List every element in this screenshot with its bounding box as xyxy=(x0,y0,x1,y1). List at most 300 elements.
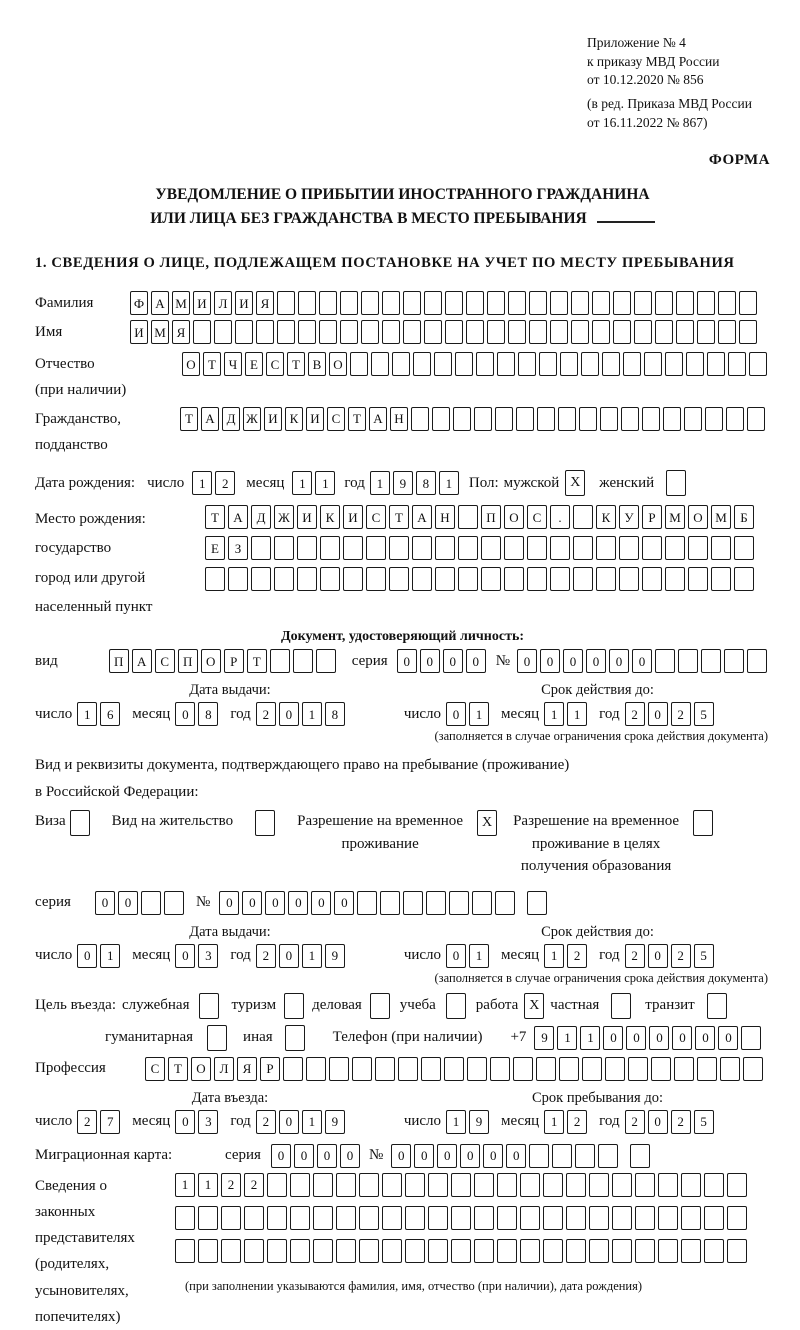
form-cell[interactable] xyxy=(658,1239,678,1263)
form-cell[interactable]: 5 xyxy=(694,1110,714,1134)
form-cell[interactable] xyxy=(527,536,547,560)
form-cell[interactable] xyxy=(704,1173,724,1197)
form-cell[interactable]: 0 xyxy=(672,1026,692,1050)
form-cell[interactable]: 2 xyxy=(215,471,235,495)
form-cell[interactable] xyxy=(306,1057,326,1081)
form-cell[interactable]: М xyxy=(711,505,731,529)
form-cell[interactable] xyxy=(198,1206,218,1230)
form-cell[interactable] xyxy=(644,352,662,376)
form-cell[interactable] xyxy=(658,1206,678,1230)
form-cell[interactable] xyxy=(655,320,673,344)
form-cell[interactable]: 0 xyxy=(279,1110,299,1134)
form-cell[interactable] xyxy=(382,1239,402,1263)
form-cell[interactable]: 0 xyxy=(626,1026,646,1050)
form-cell[interactable] xyxy=(681,1206,701,1230)
form-cell[interactable] xyxy=(474,1173,494,1197)
purpose-transit-checkbox[interactable] xyxy=(707,993,727,1019)
form-cell[interactable] xyxy=(697,291,715,315)
form-cell[interactable]: Е xyxy=(205,536,225,560)
form-cell[interactable]: 0 xyxy=(271,1144,291,1168)
form-cell[interactable]: 3 xyxy=(198,944,218,968)
form-cell[interactable] xyxy=(350,352,368,376)
form-cell[interactable] xyxy=(495,407,513,431)
form-cell[interactable]: Я xyxy=(237,1057,257,1081)
form-cell[interactable] xyxy=(290,1239,310,1263)
form-cell[interactable]: Е xyxy=(245,352,263,376)
form-cell[interactable]: 0 xyxy=(446,702,466,726)
form-cell[interactable]: 0 xyxy=(77,944,97,968)
form-cell[interactable]: А xyxy=(201,407,219,431)
form-cell[interactable] xyxy=(720,1057,740,1081)
form-cell[interactable]: 1 xyxy=(469,944,489,968)
form-cell[interactable] xyxy=(319,291,337,315)
form-cell[interactable] xyxy=(504,536,524,560)
form-cell[interactable] xyxy=(313,1173,333,1197)
form-cell[interactable] xyxy=(445,291,463,315)
form-cell[interactable] xyxy=(371,352,389,376)
temp-residence-edu-checkbox[interactable] xyxy=(693,810,713,836)
form-cell[interactable] xyxy=(741,1026,761,1050)
form-cell[interactable]: М xyxy=(665,505,685,529)
form-cell[interactable]: 0 xyxy=(397,649,417,673)
form-cell[interactable] xyxy=(359,1206,379,1230)
form-cell[interactable] xyxy=(389,567,409,591)
form-cell[interactable]: П xyxy=(109,649,129,673)
form-cell[interactable] xyxy=(428,1206,448,1230)
form-cell[interactable] xyxy=(598,1144,618,1168)
form-cell[interactable] xyxy=(543,1206,563,1230)
form-cell[interactable] xyxy=(686,352,704,376)
form-cell[interactable] xyxy=(435,536,455,560)
form-cell[interactable] xyxy=(424,320,442,344)
form-cell[interactable]: П xyxy=(481,505,501,529)
form-cell[interactable]: О xyxy=(688,505,708,529)
form-cell[interactable] xyxy=(642,407,660,431)
form-cell[interactable] xyxy=(539,352,557,376)
form-cell[interactable]: 0 xyxy=(288,891,308,915)
male-checkbox[interactable]: X xyxy=(565,470,585,496)
form-cell[interactable] xyxy=(298,320,316,344)
female-checkbox[interactable] xyxy=(666,470,686,496)
form-cell[interactable] xyxy=(487,291,505,315)
form-cell[interactable] xyxy=(444,1057,464,1081)
form-cell[interactable] xyxy=(319,320,337,344)
form-cell[interactable]: Т xyxy=(180,407,198,431)
form-cell[interactable] xyxy=(529,291,547,315)
form-cell[interactable]: 9 xyxy=(393,471,413,495)
form-cell[interactable]: 2 xyxy=(256,702,276,726)
form-cell[interactable] xyxy=(267,1239,287,1263)
form-cell[interactable]: К xyxy=(285,407,303,431)
form-cell[interactable]: 0 xyxy=(317,1144,337,1168)
form-cell[interactable]: З xyxy=(228,536,248,560)
form-cell[interactable] xyxy=(596,567,616,591)
form-cell[interactable] xyxy=(297,536,317,560)
form-cell[interactable]: 0 xyxy=(118,891,138,915)
form-cell[interactable]: 0 xyxy=(175,944,195,968)
form-cell[interactable] xyxy=(474,1239,494,1263)
form-cell[interactable] xyxy=(747,407,765,431)
form-cell[interactable]: 0 xyxy=(648,944,668,968)
form-cell[interactable]: 9 xyxy=(325,1110,345,1134)
form-cell[interactable] xyxy=(658,1173,678,1197)
form-cell[interactable] xyxy=(747,649,767,673)
form-cell[interactable] xyxy=(727,1239,747,1263)
purpose-business-checkbox[interactable] xyxy=(370,993,390,1019)
form-cell[interactable] xyxy=(382,291,400,315)
form-cell[interactable] xyxy=(619,567,639,591)
form-cell[interactable] xyxy=(495,891,515,915)
form-cell[interactable] xyxy=(453,407,471,431)
form-cell[interactable] xyxy=(508,291,526,315)
form-cell[interactable] xyxy=(589,1206,609,1230)
form-cell[interactable] xyxy=(458,505,478,529)
form-cell[interactable] xyxy=(575,1144,595,1168)
form-cell[interactable]: С xyxy=(155,649,175,673)
form-cell[interactable] xyxy=(198,1239,218,1263)
form-cell[interactable]: Т xyxy=(205,505,225,529)
form-cell[interactable]: С xyxy=(266,352,284,376)
form-cell[interactable] xyxy=(684,407,702,431)
form-cell[interactable] xyxy=(727,1206,747,1230)
form-cell[interactable]: 1 xyxy=(302,1110,322,1134)
form-cell[interactable] xyxy=(411,407,429,431)
form-cell[interactable] xyxy=(497,352,515,376)
form-cell[interactable] xyxy=(550,291,568,315)
form-cell[interactable] xyxy=(711,536,731,560)
form-cell[interactable]: 2 xyxy=(671,1110,691,1134)
form-cell[interactable]: А xyxy=(412,505,432,529)
form-cell[interactable] xyxy=(274,567,294,591)
form-cell[interactable] xyxy=(520,1173,540,1197)
form-cell[interactable] xyxy=(490,1057,510,1081)
form-cell[interactable]: 2 xyxy=(256,944,276,968)
form-cell[interactable] xyxy=(688,536,708,560)
form-cell[interactable]: 0 xyxy=(265,891,285,915)
form-cell[interactable]: 0 xyxy=(443,649,463,673)
form-cell[interactable] xyxy=(497,1239,517,1263)
form-cell[interactable]: 5 xyxy=(694,702,714,726)
form-cell[interactable] xyxy=(434,352,452,376)
form-cell[interactable]: 2 xyxy=(671,944,691,968)
form-cell[interactable] xyxy=(432,407,450,431)
form-cell[interactable] xyxy=(634,291,652,315)
form-cell[interactable]: 1 xyxy=(370,471,390,495)
form-cell[interactable] xyxy=(581,352,599,376)
form-cell[interactable] xyxy=(474,407,492,431)
form-cell[interactable]: Б xyxy=(734,505,754,529)
form-cell[interactable] xyxy=(688,567,708,591)
form-cell[interactable]: Л xyxy=(214,1057,234,1081)
form-cell[interactable]: 9 xyxy=(325,944,345,968)
form-cell[interactable] xyxy=(392,352,410,376)
form-cell[interactable] xyxy=(283,1057,303,1081)
form-cell[interactable] xyxy=(642,567,662,591)
form-cell[interactable] xyxy=(635,1173,655,1197)
form-cell[interactable] xyxy=(455,352,473,376)
form-cell[interactable] xyxy=(320,536,340,560)
form-cell[interactable] xyxy=(267,1173,287,1197)
purpose-official-checkbox[interactable] xyxy=(199,993,219,1019)
form-cell[interactable]: П xyxy=(178,649,198,673)
form-cell[interactable]: 0 xyxy=(648,1110,668,1134)
form-cell[interactable] xyxy=(466,291,484,315)
form-cell[interactable] xyxy=(743,1057,763,1081)
form-cell[interactable]: 9 xyxy=(534,1026,554,1050)
form-cell[interactable]: А xyxy=(369,407,387,431)
form-cell[interactable]: 1 xyxy=(315,471,335,495)
form-cell[interactable] xyxy=(504,567,524,591)
form-cell[interactable]: 0 xyxy=(340,1144,360,1168)
form-cell[interactable]: 0 xyxy=(563,649,583,673)
form-cell[interactable]: 0 xyxy=(466,649,486,673)
form-cell[interactable] xyxy=(336,1173,356,1197)
form-cell[interactable] xyxy=(428,1173,448,1197)
form-cell[interactable] xyxy=(336,1239,356,1263)
form-cell[interactable] xyxy=(497,1173,517,1197)
form-cell[interactable]: Т xyxy=(287,352,305,376)
form-cell[interactable] xyxy=(221,1239,241,1263)
form-cell[interactable] xyxy=(274,536,294,560)
form-cell[interactable]: 0 xyxy=(414,1144,434,1168)
form-cell[interactable] xyxy=(579,407,597,431)
form-cell[interactable] xyxy=(398,1057,418,1081)
form-cell[interactable] xyxy=(674,1057,694,1081)
form-cell[interactable] xyxy=(380,891,400,915)
form-cell[interactable] xyxy=(678,649,698,673)
form-cell[interactable] xyxy=(389,536,409,560)
form-cell[interactable] xyxy=(361,320,379,344)
form-cell[interactable] xyxy=(728,352,746,376)
form-cell[interactable]: 1 xyxy=(544,1110,564,1134)
form-cell[interactable]: Ж xyxy=(274,505,294,529)
form-cell[interactable]: 1 xyxy=(292,471,312,495)
form-cell[interactable] xyxy=(520,1206,540,1230)
form-cell[interactable] xyxy=(520,1239,540,1263)
form-cell[interactable] xyxy=(267,1206,287,1230)
form-cell[interactable] xyxy=(297,567,317,591)
form-cell[interactable]: Р xyxy=(224,649,244,673)
form-cell[interactable] xyxy=(214,320,232,344)
form-cell[interactable]: М xyxy=(172,291,190,315)
form-cell[interactable] xyxy=(293,649,313,673)
purpose-work-checkbox[interactable]: X xyxy=(524,993,544,1019)
form-cell[interactable] xyxy=(451,1239,471,1263)
form-cell[interactable]: 0 xyxy=(506,1144,526,1168)
form-cell[interactable]: 1 xyxy=(192,471,212,495)
form-cell[interactable]: Т xyxy=(348,407,366,431)
form-cell[interactable] xyxy=(582,1057,602,1081)
form-cell[interactable] xyxy=(141,891,161,915)
form-cell[interactable]: 0 xyxy=(242,891,262,915)
form-cell[interactable]: 2 xyxy=(256,1110,276,1134)
form-cell[interactable]: 1 xyxy=(302,702,322,726)
form-cell[interactable] xyxy=(630,1144,650,1168)
form-cell[interactable] xyxy=(550,536,570,560)
form-cell[interactable] xyxy=(451,1206,471,1230)
form-cell[interactable] xyxy=(290,1173,310,1197)
form-cell[interactable]: 1 xyxy=(557,1026,577,1050)
form-cell[interactable]: С xyxy=(366,505,386,529)
form-cell[interactable] xyxy=(613,291,631,315)
form-cell[interactable] xyxy=(705,407,723,431)
form-cell[interactable] xyxy=(621,407,639,431)
form-cell[interactable]: 0 xyxy=(632,649,652,673)
form-cell[interactable] xyxy=(405,1239,425,1263)
form-cell[interactable] xyxy=(472,891,492,915)
form-cell[interactable] xyxy=(251,536,271,560)
form-cell[interactable] xyxy=(697,1057,717,1081)
form-cell[interactable] xyxy=(600,407,618,431)
form-cell[interactable] xyxy=(527,567,547,591)
form-cell[interactable] xyxy=(676,320,694,344)
form-cell[interactable]: 0 xyxy=(648,702,668,726)
form-cell[interactable]: Я xyxy=(256,291,274,315)
form-cell[interactable]: 7 xyxy=(100,1110,120,1134)
form-cell[interactable] xyxy=(366,536,386,560)
form-cell[interactable] xyxy=(543,1239,563,1263)
form-cell[interactable] xyxy=(665,567,685,591)
form-cell[interactable]: О xyxy=(191,1057,211,1081)
form-cell[interactable]: 2 xyxy=(77,1110,97,1134)
form-cell[interactable] xyxy=(313,1206,333,1230)
form-cell[interactable]: 2 xyxy=(625,1110,645,1134)
form-cell[interactable] xyxy=(605,1057,625,1081)
form-cell[interactable] xyxy=(435,567,455,591)
form-cell[interactable] xyxy=(635,1206,655,1230)
form-cell[interactable]: 3 xyxy=(198,1110,218,1134)
form-cell[interactable] xyxy=(382,1173,402,1197)
form-cell[interactable]: И xyxy=(130,320,148,344)
form-cell[interactable]: Т xyxy=(168,1057,188,1081)
form-cell[interactable] xyxy=(481,567,501,591)
form-cell[interactable]: Р xyxy=(642,505,662,529)
form-cell[interactable] xyxy=(277,320,295,344)
form-cell[interactable] xyxy=(550,320,568,344)
form-cell[interactable] xyxy=(340,320,358,344)
form-cell[interactable] xyxy=(727,1173,747,1197)
form-cell[interactable] xyxy=(359,1239,379,1263)
form-cell[interactable]: С xyxy=(327,407,345,431)
form-cell[interactable] xyxy=(424,291,442,315)
form-cell[interactable] xyxy=(244,1206,264,1230)
form-cell[interactable]: 0 xyxy=(695,1026,715,1050)
form-cell[interactable] xyxy=(445,320,463,344)
form-cell[interactable]: 0 xyxy=(446,944,466,968)
form-cell[interactable]: 1 xyxy=(446,1110,466,1134)
form-cell[interactable]: 1 xyxy=(302,944,322,968)
form-cell[interactable] xyxy=(734,567,754,591)
form-cell[interactable]: А xyxy=(228,505,248,529)
form-cell[interactable] xyxy=(560,352,578,376)
form-cell[interactable] xyxy=(655,649,675,673)
form-cell[interactable]: Р xyxy=(260,1057,280,1081)
form-cell[interactable] xyxy=(277,291,295,315)
form-cell[interactable] xyxy=(405,1206,425,1230)
form-cell[interactable] xyxy=(529,1144,549,1168)
form-cell[interactable] xyxy=(375,1057,395,1081)
form-cell[interactable] xyxy=(724,649,744,673)
form-cell[interactable] xyxy=(313,1239,333,1263)
form-cell[interactable]: Л xyxy=(214,291,232,315)
form-cell[interactable] xyxy=(235,320,253,344)
form-cell[interactable] xyxy=(739,320,757,344)
form-cell[interactable] xyxy=(518,352,536,376)
form-cell[interactable] xyxy=(613,320,631,344)
form-cell[interactable]: 8 xyxy=(325,702,345,726)
form-cell[interactable]: У xyxy=(619,505,639,529)
form-cell[interactable] xyxy=(628,1057,648,1081)
form-cell[interactable]: 0 xyxy=(279,702,299,726)
form-cell[interactable]: С xyxy=(145,1057,165,1081)
form-cell[interactable] xyxy=(571,320,589,344)
form-cell[interactable] xyxy=(634,320,652,344)
form-cell[interactable]: В xyxy=(308,352,326,376)
form-cell[interactable]: 0 xyxy=(175,1110,195,1134)
form-cell[interactable] xyxy=(642,536,662,560)
form-cell[interactable]: О xyxy=(329,352,347,376)
form-cell[interactable] xyxy=(256,320,274,344)
form-cell[interactable]: 5 xyxy=(694,944,714,968)
form-cell[interactable]: Н xyxy=(435,505,455,529)
form-cell[interactable]: 0 xyxy=(586,649,606,673)
form-cell[interactable]: 0 xyxy=(718,1026,738,1050)
form-cell[interactable] xyxy=(412,567,432,591)
form-cell[interactable]: 0 xyxy=(603,1026,623,1050)
form-cell[interactable]: 1 xyxy=(544,944,564,968)
residence-permit-checkbox[interactable] xyxy=(255,810,275,836)
form-cell[interactable] xyxy=(405,1173,425,1197)
form-cell[interactable] xyxy=(623,352,641,376)
purpose-study-checkbox[interactable] xyxy=(446,993,466,1019)
form-cell[interactable] xyxy=(487,320,505,344)
form-cell[interactable]: 8 xyxy=(198,702,218,726)
form-cell[interactable]: Д xyxy=(251,505,271,529)
form-cell[interactable] xyxy=(559,1057,579,1081)
form-cell[interactable] xyxy=(352,1057,372,1081)
form-cell[interactable] xyxy=(589,1173,609,1197)
form-cell[interactable] xyxy=(270,649,290,673)
form-cell[interactable] xyxy=(566,1206,586,1230)
form-cell[interactable] xyxy=(651,1057,671,1081)
form-cell[interactable] xyxy=(697,320,715,344)
form-cell[interactable]: 1 xyxy=(175,1173,195,1197)
form-cell[interactable]: 0 xyxy=(517,649,537,673)
form-cell[interactable] xyxy=(357,891,377,915)
form-cell[interactable] xyxy=(718,291,736,315)
form-cell[interactable]: О xyxy=(201,649,221,673)
form-cell[interactable]: 2 xyxy=(567,1110,587,1134)
form-cell[interactable]: 1 xyxy=(567,702,587,726)
form-cell[interactable]: 1 xyxy=(544,702,564,726)
form-cell[interactable] xyxy=(421,1057,441,1081)
form-cell[interactable] xyxy=(665,352,683,376)
form-cell[interactable] xyxy=(596,536,616,560)
form-cell[interactable] xyxy=(537,407,555,431)
form-cell[interactable]: 0 xyxy=(483,1144,503,1168)
form-cell[interactable] xyxy=(403,891,423,915)
form-cell[interactable] xyxy=(298,291,316,315)
form-cell[interactable]: 8 xyxy=(416,471,436,495)
form-cell[interactable] xyxy=(566,1239,586,1263)
form-cell[interactable] xyxy=(635,1239,655,1263)
form-cell[interactable]: И xyxy=(193,291,211,315)
form-cell[interactable] xyxy=(474,1206,494,1230)
form-cell[interactable] xyxy=(592,320,610,344)
form-cell[interactable] xyxy=(552,1144,572,1168)
form-cell[interactable]: И xyxy=(235,291,253,315)
form-cell[interactable] xyxy=(681,1173,701,1197)
